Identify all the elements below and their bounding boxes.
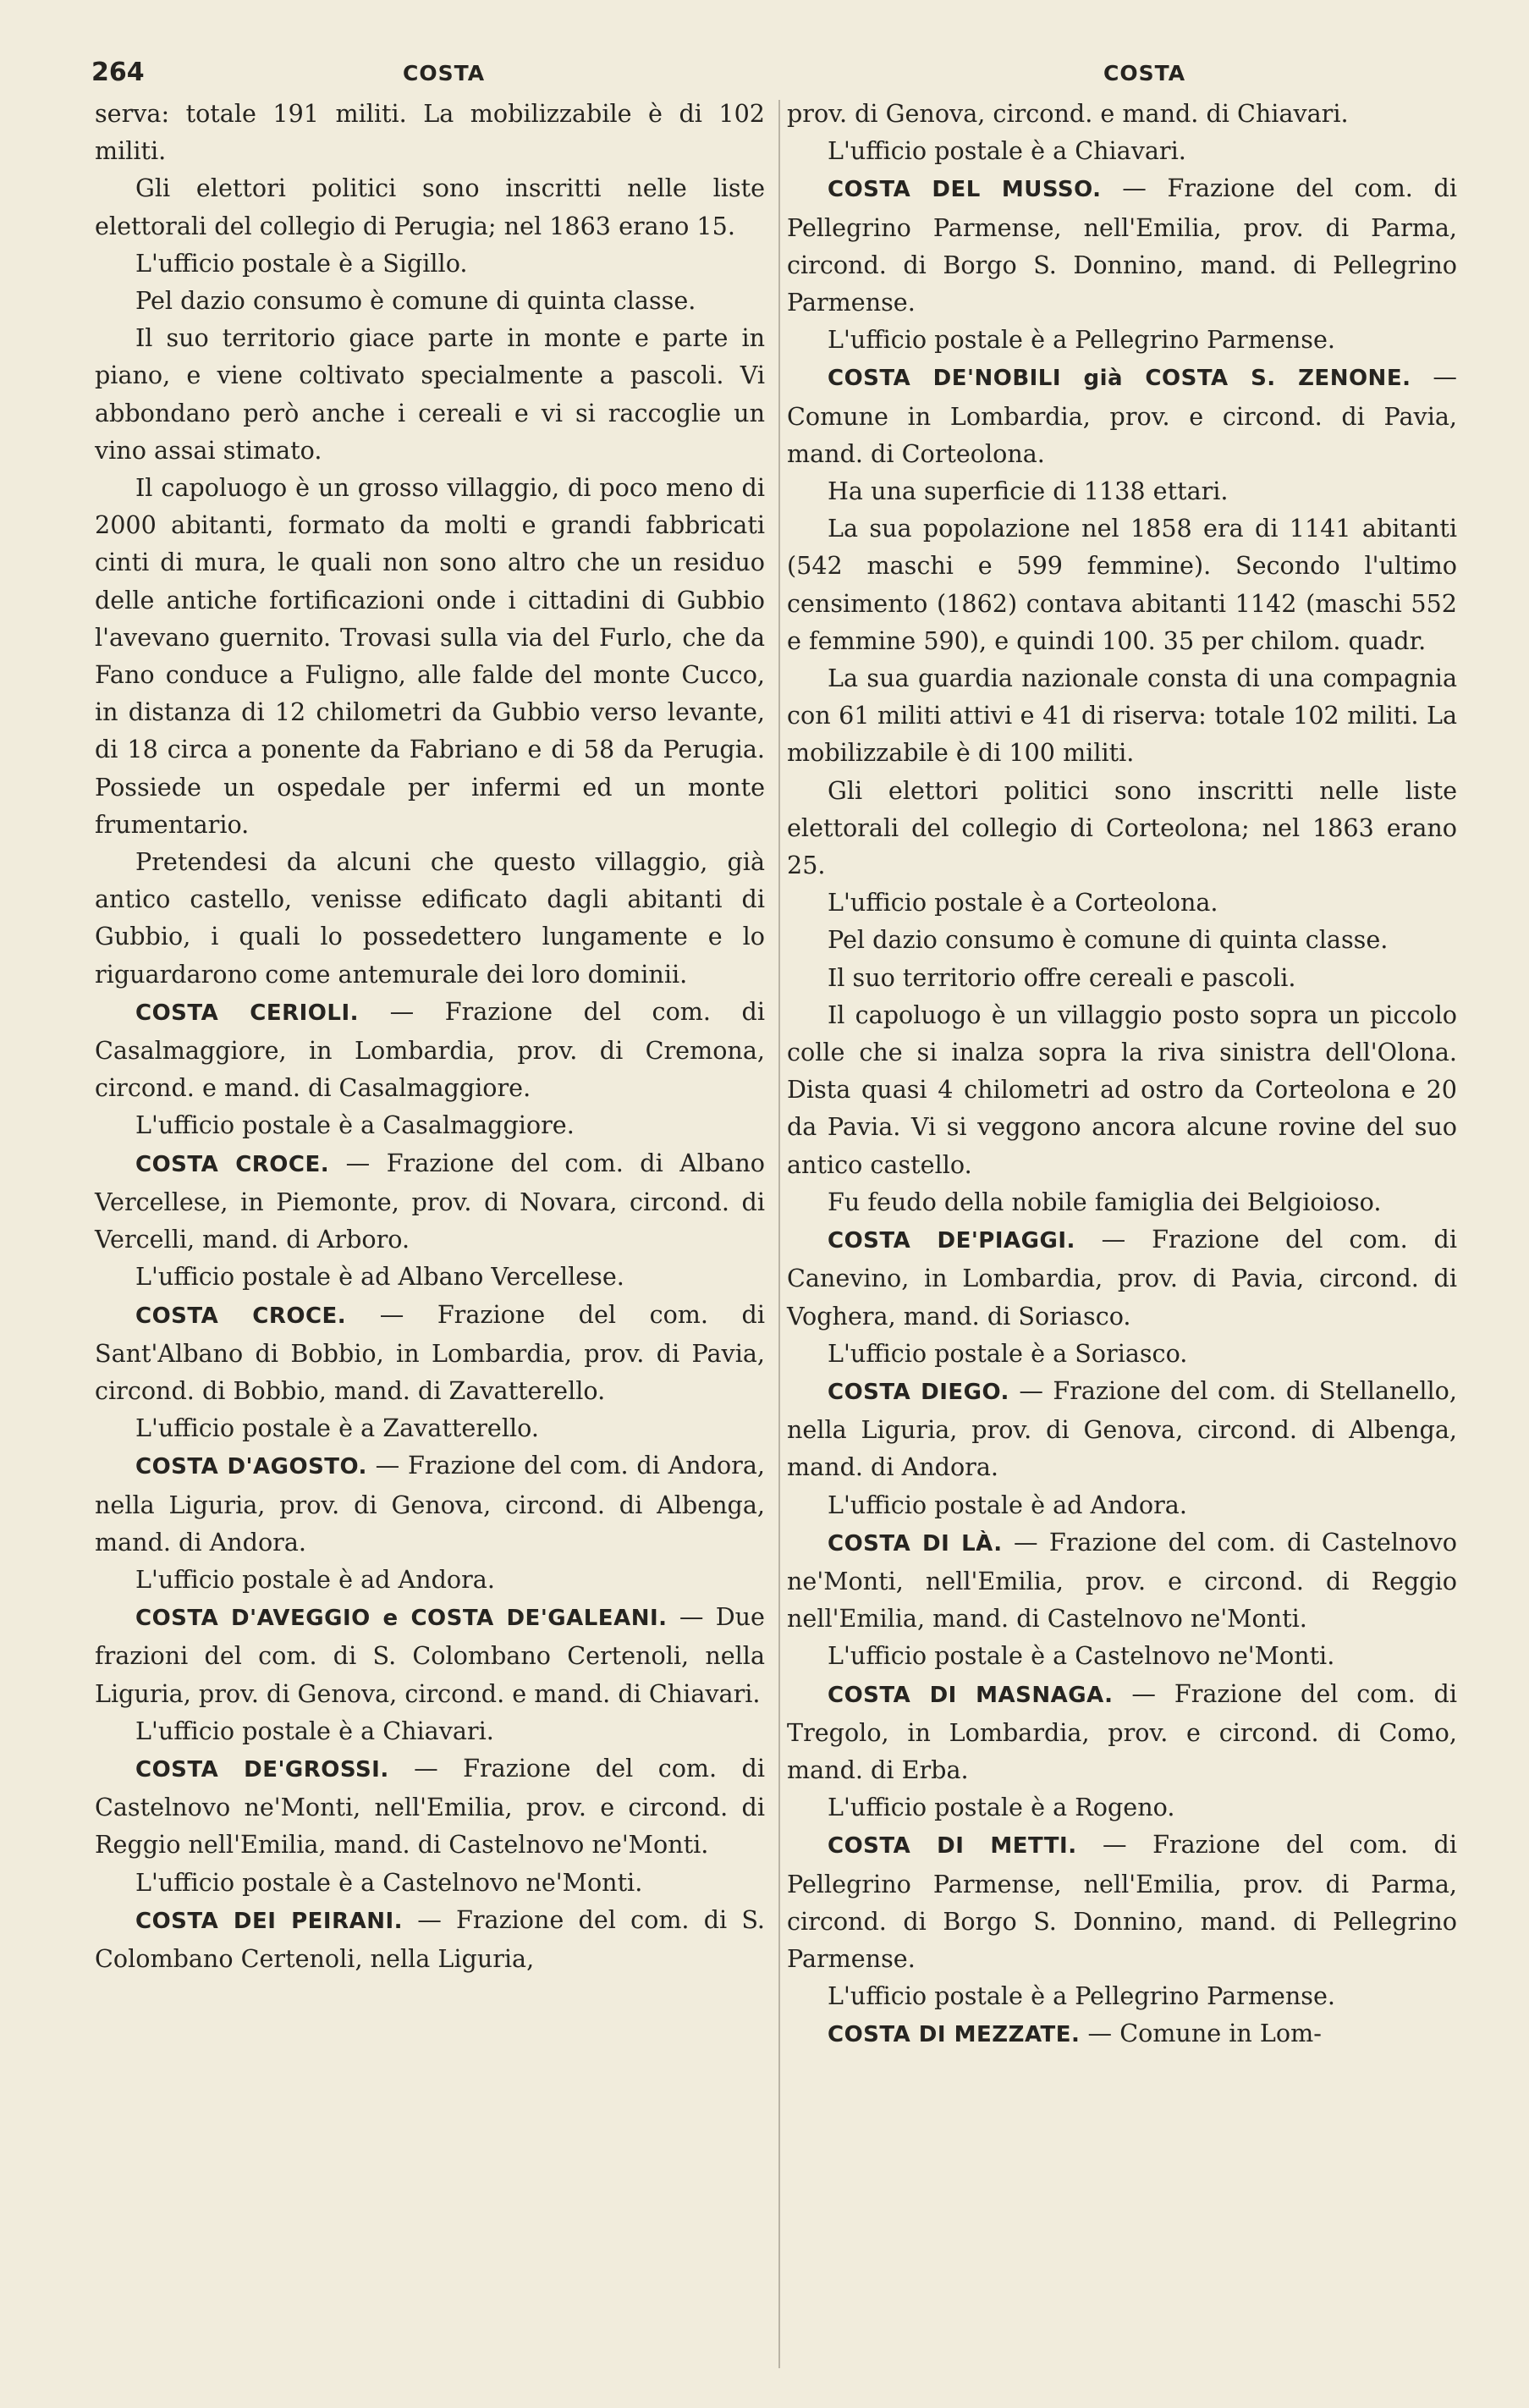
text-paragraph bbox=[787, 1335, 1457, 1372]
entry-headword: COSTA DI MASNAGA. bbox=[828, 1682, 1114, 1708]
text-paragraph bbox=[95, 843, 765, 993]
entry-headword: COSTA DI MEZZATE. bbox=[828, 2022, 1081, 2048]
paragraph-text: L'ufficio postale è ad Andora. bbox=[135, 1564, 495, 1594]
entry-headword: COSTA CERIOLI. bbox=[135, 1000, 360, 1026]
paragraph-text: Ha una superficie di 1138 ettari. bbox=[828, 477, 1229, 506]
text-paragraph bbox=[787, 996, 1457, 1183]
paragraph-text: — Comune in Lom- bbox=[1080, 2019, 1322, 2048]
paragraph-text: — Comune in Lombardia, prov. e circond. di Pavia, mand. di Corteolona. bbox=[787, 362, 1458, 468]
paragraph-text: Gli elettori politici sono inscritti nelle liste elettorali del collegio di Perugia; nel 1863 erano 15. bbox=[95, 174, 765, 240]
text-paragraph bbox=[787, 772, 1457, 884]
left-column bbox=[95, 95, 765, 1977]
paragraph-text: L'ufficio postale è a Casalmaggiore. bbox=[135, 1110, 575, 1140]
paragraph-text: L'ufficio postale è a Castelnovo ne'Monti. bbox=[828, 1641, 1335, 1671]
text-paragraph bbox=[95, 1106, 765, 1143]
entry-paragraph bbox=[787, 2014, 1457, 2053]
entry-paragraph bbox=[787, 1372, 1457, 1486]
text-paragraph bbox=[787, 659, 1457, 772]
paragraph-text: — Due frazioni del com. di S. Colombano Certenoli, nella Liguria, prov. di Genova, circond. e mand. di Chiavari. bbox=[95, 1602, 765, 1708]
paragraph-text: prov. di Genova, circond. e mand. di Chiavari. bbox=[787, 99, 1349, 128]
text-paragraph bbox=[95, 469, 765, 843]
text-paragraph bbox=[95, 1864, 765, 1901]
paragraph-text: — Frazione del com. di Tregolo, in Lombardia, prov. e circond. di Como, mand. di Erba. bbox=[787, 1678, 1457, 1784]
text-paragraph bbox=[787, 1486, 1457, 1524]
entry-paragraph bbox=[95, 1901, 765, 1977]
page-number: 264 bbox=[91, 58, 145, 87]
paragraph-text: L'ufficio postale è a Pellegrino Parmense. bbox=[828, 1981, 1335, 2011]
paragraph-text: La sua popolazione nel 1858 era di 1141 abitanti (542 maschi e 599 femmine). Secondo l'ultimo censimento (1862) contava abitanti 1142 (maschi 552 e femmine 590), e quindi 100. 35 per chilom. quadr. bbox=[787, 514, 1457, 655]
text-paragraph bbox=[787, 321, 1457, 358]
paragraph-text: L'ufficio postale è ad Andora. bbox=[828, 1490, 1187, 1519]
text-paragraph bbox=[787, 959, 1457, 996]
text-paragraph bbox=[787, 510, 1457, 659]
paragraph-text: Pel dazio consumo è comune di quinta classe. bbox=[828, 925, 1389, 955]
entry-headword: COSTA DIEGO. bbox=[828, 1379, 1009, 1405]
text-paragraph bbox=[787, 921, 1457, 958]
paragraph-text: — Frazione del com. di Pellegrino Parmense, nell'Emilia, prov. di Parma, circond. di Borgo S. Donnino, mand. di Pellegrino Parmense. bbox=[787, 1830, 1458, 1973]
paragraph-text: Pel dazio consumo è comune di quinta classe. bbox=[135, 286, 696, 316]
paragraph-text: Il suo territorio offre cereali e pascoli. bbox=[828, 962, 1296, 992]
running-head-right: COSTA bbox=[1103, 61, 1186, 85]
text-paragraph bbox=[95, 95, 765, 169]
paragraph-text: L'ufficio postale è a Pellegrino Parmense. bbox=[828, 325, 1335, 355]
paragraph-text: L'ufficio postale è a Chiavari. bbox=[135, 1716, 494, 1745]
entry-paragraph bbox=[787, 169, 1457, 321]
paragraph-text: — Frazione del com. di Pellegrino Parmense, nell'Emilia, prov. di Parma, circond. di Borgo S. Donnino, mand. di Pellegrino Parmense. bbox=[787, 174, 1457, 317]
paragraph-text: — Frazione del com. di S. Colombano Certenoli, nella Liguria, bbox=[95, 1904, 766, 1973]
paragraph-text: — Frazione del com. di Canevino, in Lombardia, prov. di Pavia, circond. di Voghera, mand. di Soriasco. bbox=[787, 1225, 1458, 1331]
paragraph-text: — Frazione del com. di Stellanello, nella Liguria, prov. di Genova, circond. di Albenga, mand. di Andora. bbox=[787, 1375, 1457, 1482]
paragraph-text: L'ufficio postale è a Corteolona. bbox=[828, 888, 1218, 917]
paragraph-text: Fu feudo della nobile famiglia dei Belgioioso. bbox=[828, 1187, 1382, 1216]
text-paragraph bbox=[787, 132, 1457, 169]
entry-headword: COSTA DE'GROSSI. bbox=[135, 1756, 389, 1783]
paragraph-text: Il suo territorio giace parte in monte e parte in piano, e viene coltivato specialmente a pascoli. Vi abbondano però anche i cereali e vi si raccoglie un vino assai stimato. bbox=[95, 323, 765, 465]
text-paragraph bbox=[95, 1409, 765, 1446]
entry-headword: COSTA DE'PIAGGI. bbox=[828, 1228, 1075, 1254]
paragraph-text: — Frazione del com. di Sant'Albano di Bobbio, in Lombardia, prov. di Pavia, circond. di Bobbio, mand. di Zavatterello. bbox=[95, 1299, 765, 1405]
paragraph-text: L'ufficio postale è a Chiavari. bbox=[828, 136, 1186, 166]
text-paragraph bbox=[95, 282, 765, 319]
paragraph-text: L'ufficio postale è a Rogeno. bbox=[828, 1793, 1175, 1822]
entry-headword: COSTA D'AVEGGIO e COSTA DE'GALEANI. bbox=[135, 1606, 668, 1632]
paragraph-text: — Frazione del com. di Castelnovo ne'Monti, nell'Emilia, prov. e circond. di Reggio nell'Emilia, mand. di Castelnovo ne'Monti. bbox=[95, 1753, 765, 1860]
paragraph-text: — Frazione del com. di Castelnovo ne'Monti, nell'Emilia, prov. e circond. di Reggio nell'Emilia, mand. di Castelnovo ne'Monti. bbox=[787, 1527, 1457, 1634]
entry-headword: COSTA DEL MUSSO. bbox=[828, 177, 1102, 203]
entry-headword: COSTA DI LÀ. bbox=[828, 1530, 1003, 1557]
paragraph-text: La sua guardia nazionale consta di una compagnia con 61 militi attivi e 41 di riserva: totale 102 militi. La mobilizzabile è di 100 militi. bbox=[787, 664, 1457, 768]
paragraph-text: Il capoluogo è un villaggio posto sopra un piccolo colle che si inalza sopra la riva sinistra dell'Olona. Dista quasi 4 chilometri ad ostro da Corteolona e 20 da Pavia. Vi si veggono ancora alcune rovine del suo antico castello. bbox=[787, 1000, 1457, 1179]
paragraph-text: L'ufficio postale è a Sigillo. bbox=[135, 248, 468, 278]
paragraph-text: Il capoluogo è un grosso villaggio, di poco meno di 2000 abitanti, formato da molti e grandi fabbricati cinti di mura, le quali non sono altro che un residuo delle antiche fortificazioni onde i cittadini di Gubbio l'avevano guernito. Trovasi sulla via del Furlo, che da Fano conduce a Fuligno, alle falde del monte Cucco, in distanza di 12 chilometri da Gubbio verso levante, di 18 circa a ponente da Fabriano e di 58 da Perugia. Possiede un ospedale per infermi ed un monte frumentario. bbox=[95, 473, 765, 839]
paragraph-text: serva: totale 191 militi. La mobilizzabile è di 102 militi. bbox=[95, 99, 765, 166]
page-header bbox=[0, 58, 1529, 95]
paragraph-text: — Frazione del com. di Andora, nella Liguria, prov. di Genova, circond. di Albenga, mand. di Andora. bbox=[95, 1451, 765, 1557]
paragraph-text: L'ufficio postale è ad Albano Vercellese. bbox=[135, 1262, 624, 1292]
entry-paragraph bbox=[787, 1826, 1457, 1977]
paragraph-text: — Frazione del com. di Albano Vercellese, in Piemonte, prov. di Novara, circond. di Vercelli, mand. di Arboro. bbox=[95, 1148, 765, 1254]
entry-paragraph bbox=[787, 358, 1457, 472]
entry-paragraph bbox=[95, 1446, 765, 1561]
entry-headword: COSTA DI METTI. bbox=[828, 1833, 1077, 1860]
entry-paragraph bbox=[787, 1221, 1457, 1335]
text-paragraph bbox=[787, 1788, 1457, 1826]
paragraph-text: Pretendesi da alcuni che questo villaggio, già antico castello, venisse edificato dagli abitanti di Gubbio, i quali lo possedettero lungamente e lo riguardarono come antemurale dei loro dominii. bbox=[95, 847, 765, 989]
text-paragraph bbox=[787, 472, 1457, 510]
text-paragraph bbox=[787, 884, 1457, 921]
entry-headword: COSTA D'AGOSTO. bbox=[135, 1454, 367, 1480]
entry-paragraph bbox=[787, 1675, 1457, 1789]
text-paragraph bbox=[95, 245, 765, 282]
column-divider bbox=[778, 100, 780, 2368]
entry-paragraph bbox=[95, 993, 765, 1107]
running-head-left: COSTA bbox=[403, 61, 486, 85]
text-paragraph bbox=[787, 1183, 1457, 1221]
text-paragraph bbox=[95, 1561, 765, 1598]
paragraph-text: Gli elettori politici sono inscritti nelle liste elettorali del collegio di Corteolona; nel 1863 erano 25. bbox=[787, 775, 1457, 880]
entry-headword: COSTA DE'NOBILI già COSTA S. ZENONE. bbox=[828, 366, 1411, 392]
entry-paragraph bbox=[95, 1296, 765, 1410]
entry-paragraph bbox=[95, 1144, 765, 1259]
text-paragraph bbox=[95, 169, 765, 244]
entry-paragraph bbox=[95, 1598, 765, 1712]
paragraph-text: L'ufficio postale è a Castelnovo ne'Monti. bbox=[135, 1867, 643, 1897]
text-paragraph bbox=[787, 1977, 1457, 2014]
entry-paragraph bbox=[787, 1524, 1457, 1638]
paragraph-text: — Frazione del com. di Casalmaggiore, in Lombardia, prov. di Cremona, circond. e mand. di Casalmaggiore. bbox=[95, 996, 765, 1103]
text-paragraph bbox=[95, 319, 765, 469]
entry-headword: COSTA DEI PEIRANI. bbox=[135, 1908, 404, 1934]
text-paragraph bbox=[787, 1637, 1457, 1674]
paragraph-text: L'ufficio postale è a Zavatterello. bbox=[135, 1413, 539, 1443]
text-paragraph bbox=[95, 1712, 765, 1750]
entry-headword: COSTA CROCE. bbox=[135, 1303, 347, 1329]
paragraph-text: L'ufficio postale è a Soriasco. bbox=[828, 1338, 1188, 1368]
right-column bbox=[787, 95, 1457, 2054]
entry-paragraph bbox=[95, 1750, 765, 1864]
text-paragraph bbox=[95, 1258, 765, 1295]
text-paragraph bbox=[787, 95, 1457, 132]
entry-headword: COSTA CROCE. bbox=[135, 1151, 330, 1177]
